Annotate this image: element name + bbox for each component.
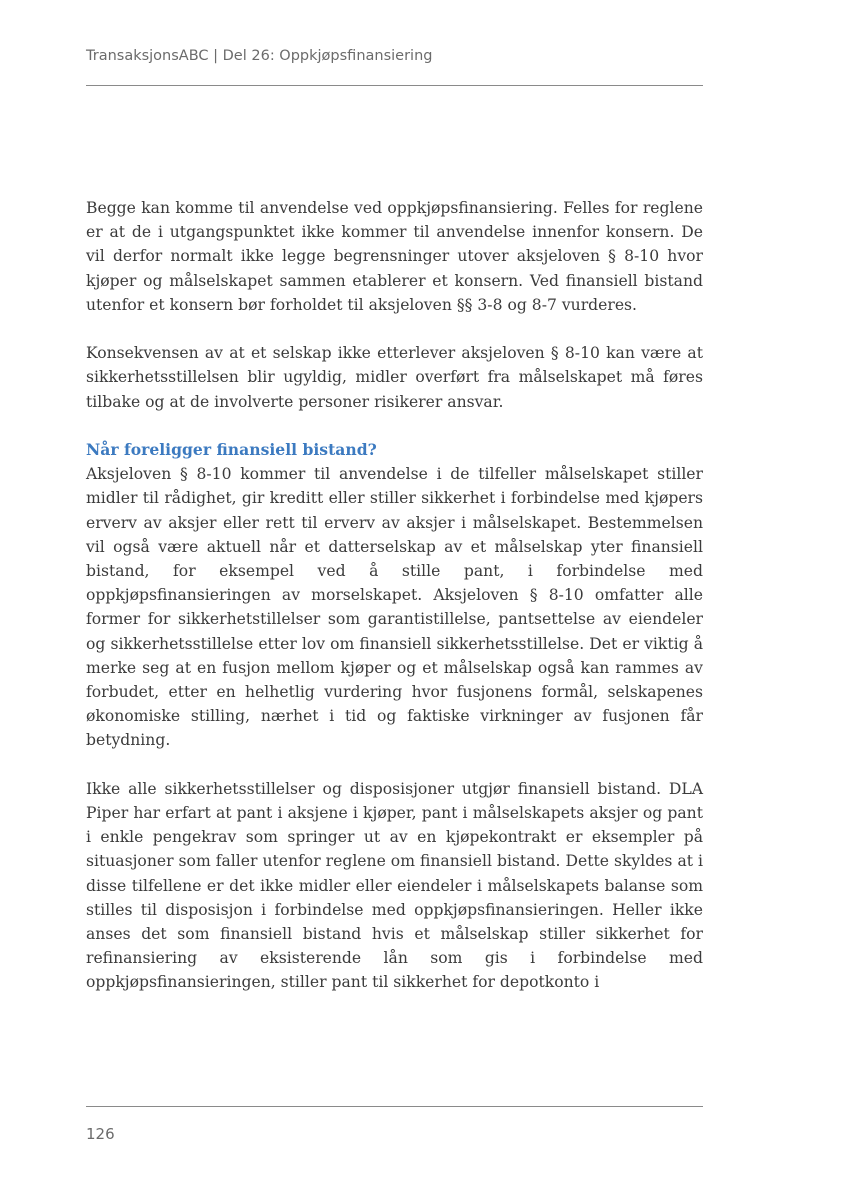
header-divider bbox=[86, 85, 703, 86]
body-paragraph: Konsekvensen av at et selskap ikke etterlever aksjeloven § 8-10 kan være at sikkerhetsstillelsen blir ugyldig, midler overført fra målselskapet må føres tilbake og at de involverte personer risikerer ansvar. bbox=[86, 344, 703, 411]
footer-divider bbox=[86, 1106, 703, 1107]
body-paragraph: Aksjeloven § 8-10 kommer til anvendelse i de tilfeller målselskapet stiller midler til rådighet, gir kreditt eller stiller sikkerhet i forbindelse med kjøpers erverv av aksjer eller rett til erverv av aksjer i målselskapet. Bestemmelsen vil også være aktuell når et datterselskap av et målselskap yter finansiell bistand, for eksempel ved å stille pant, i forbindelse med oppkjøpsfinansieringen av morselskapet. Aksjeloven § 8-10 omfatter alle former for sikkerhetstillelser som garantistillelse, pantsettelse av eiendeler og sikkerhetsstillelse etter lov om finansiell sikkerhetsstillelse. Det er viktig å merke seg at en fusjon mellom kjøper og et målselskap også kan rammes av forbudet, etter en helhetlig vurdering hvor fusjonens formål, selskapenes økonomiske stilling, nærhet i tid og faktiske virkninger av fusjonen får betydning. bbox=[86, 465, 703, 750]
body-paragraph: Begge kan komme til anvendelse ved oppkjøpsfinansiering. Felles for reglene er at de i utgangspunktet ikke kommer til anvendelse innenfor konsern. De vil derfor normalt ikke legge begrensninger utover aksjeloven § 8-10 hvor kjøper og målselskapet sammen etablerer et konsern. Ved finansiell bistand utenfor et konsern bør forholdet til aksjeloven §§ 3-8 og 8-7 vurderes. bbox=[86, 199, 703, 314]
body-paragraph: Ikke alle sikkerhetsstillelser og disposisjoner utgjør finansiell bistand. DLA Piper har erfart at pant i aksjene i kjøper, pant i målselskapets aksjer og pant i enkle pengekrav som springer ut av en kjøpekontrakt er eksempler på situasjoner som faller utenfor reglene om finansiell bistand. Dette skyldes at i disse tilfellene er det ikke midler eller eiendeler i målselskapets balanse som stilles til disposisjon i forbindelse med oppkjøpsfinansieringen. Heller ikke anses det som finansiell bistand hvis et målselskap stiller sikkerhet for refinansiering av eksisterende lån som gis i forbindelse med oppkjøpsfinansieringen, stiller pant til sikkerhet for depotkonto i bbox=[86, 779, 703, 992]
page-number: 126 bbox=[86, 1125, 115, 1143]
section-heading: Når foreligger finansiell bistand? bbox=[86, 440, 377, 459]
running-header: TransaksjonsABC | Del 26: Oppkjøpsfinansiering bbox=[86, 48, 433, 64]
document-body bbox=[86, 196, 703, 1019]
